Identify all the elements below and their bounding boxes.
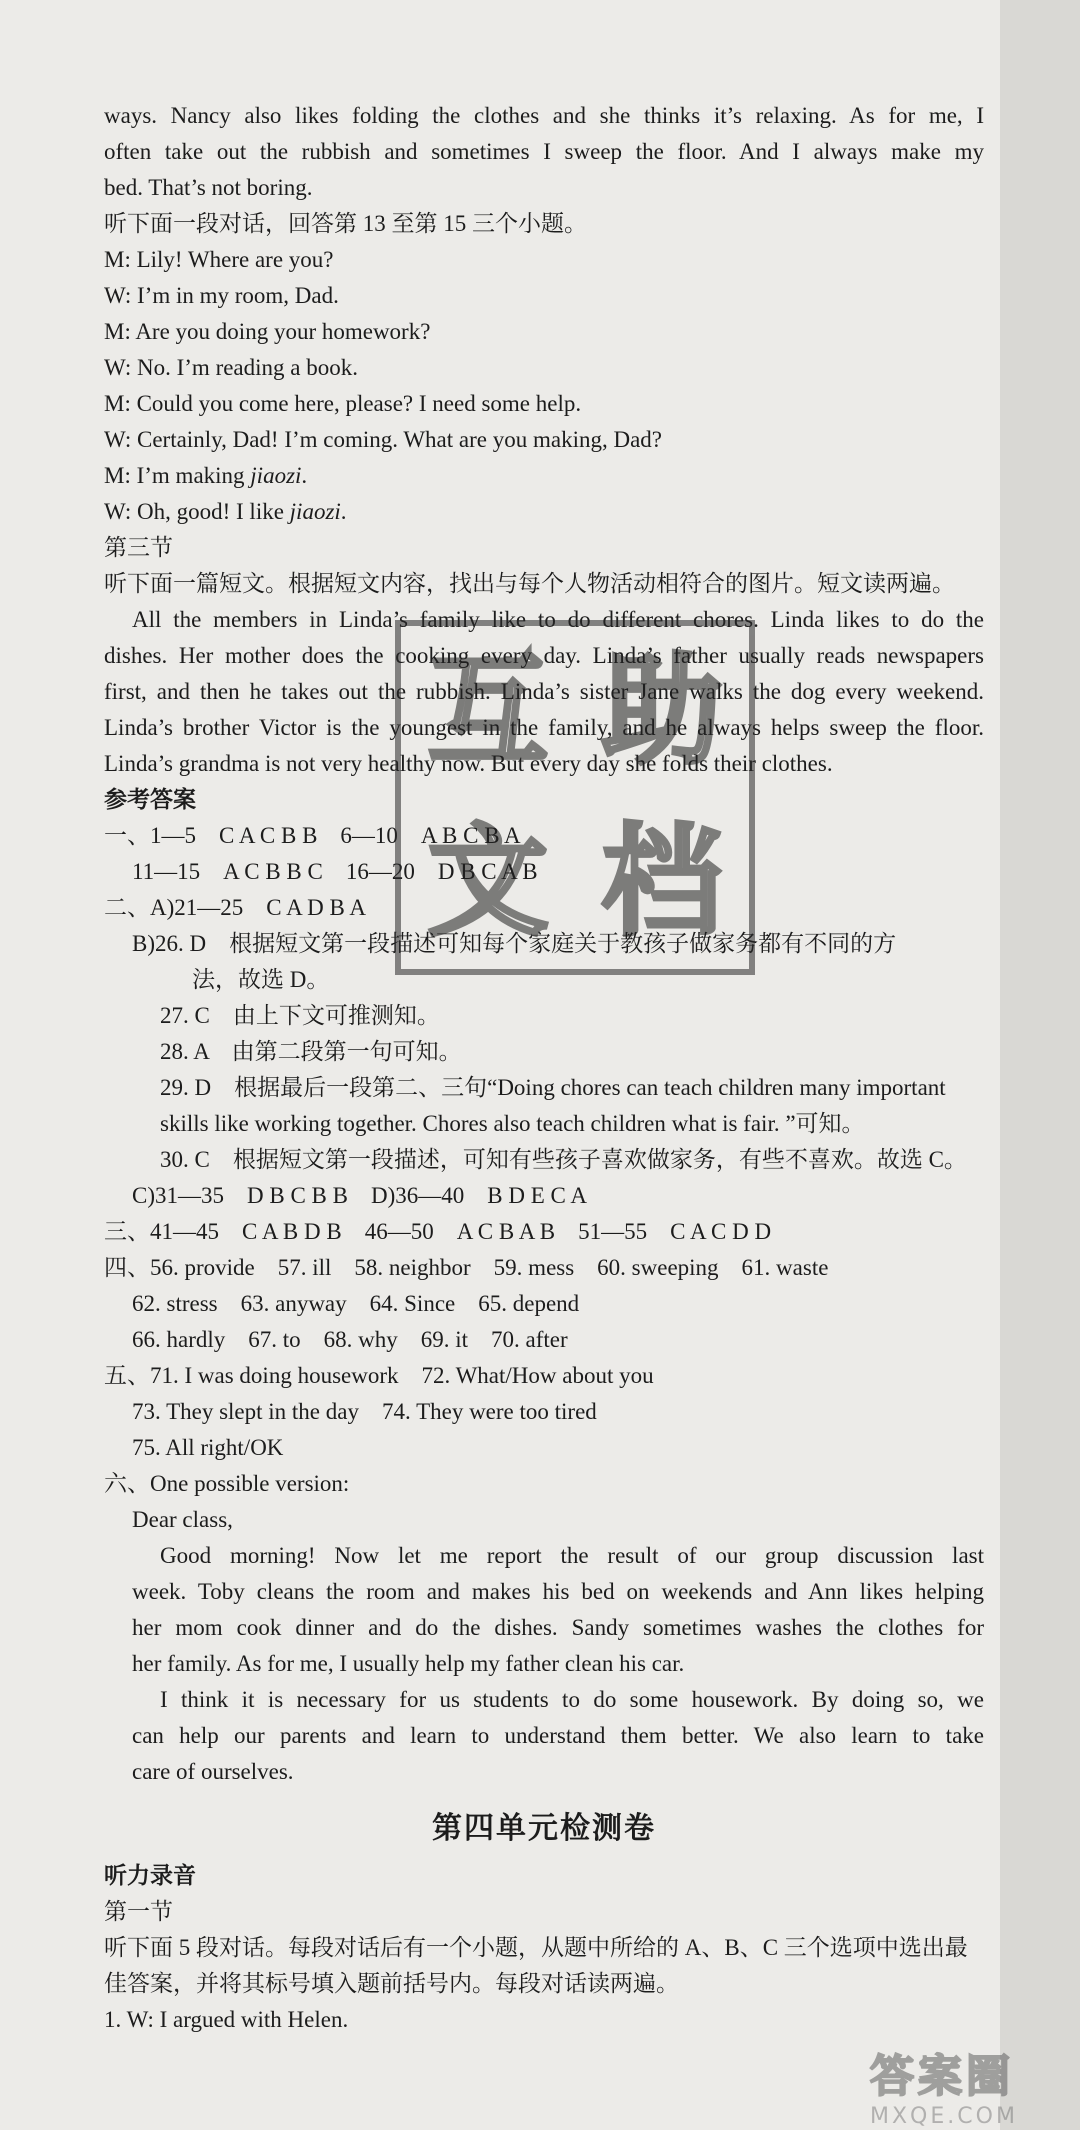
watermark-stamp (395, 620, 755, 975)
dialog-prefix: M: I’m making (104, 463, 251, 488)
section-label: 第三节 (104, 535, 173, 560)
dialog-line (104, 458, 984, 494)
section-label: 第一节 (104, 1899, 173, 1924)
answer-line: 29. D 根据最后一段第二、三句“Doing chores can teach children many important (160, 1075, 946, 1100)
italic-word: jiaozi (289, 499, 341, 524)
logo-text: 答案圈 (870, 2051, 1014, 2102)
section-instruction: 听下面 5 段对话。每段对话后有一个小题，从题中所给的 A、B、C 三个选项中选出最 (104, 1935, 968, 1960)
answers-heading: 参考答案 (104, 787, 196, 812)
answer-line: 11—15 A C B B C 16—20 D B C A B (132, 859, 538, 884)
answer-line: 五、71. I was doing housework 72. What/How about you (104, 1363, 654, 1388)
dialog-suffix: . (340, 499, 347, 524)
text-line: ways. Nancy also likes folding the clothes and she thinks it’s relaxing. As for me, I (104, 103, 984, 128)
page-margin (1000, 0, 1080, 2130)
logo-url: MXQE.COM (870, 2104, 1018, 2129)
corner-watermark-logo (870, 2040, 1070, 2129)
answer-line: 法，故选 D。 (192, 967, 330, 992)
dialog-line: W: Certainly, Dad! I’m coming. What are you making, Dad? (104, 427, 662, 452)
answer-line: 27. C 由上下文可推测知。 (160, 1003, 440, 1028)
dialog-line: M: Are you doing your homework? (104, 319, 431, 344)
answer-line: 62. stress 63. anyway 64. Since 65. depend (132, 1291, 580, 1316)
passage-line: first, and then he takes out the rubbish. Linda’s sister Jane walks the dog every weekend. (104, 679, 984, 704)
dialog-line: W: I’m in my room, Dad. (104, 283, 339, 308)
section-instruction: 听下面一篇短文。根据短文内容，找出与每个人物活动相符合的图片。短文读两遍。 (104, 571, 955, 596)
answer-line: skills like working together. Chores also teach children what is fair. ”可知。 (160, 1111, 865, 1136)
answer-line: 28. A 由第二段第一句可知。 (160, 1039, 462, 1064)
answer-line: 六、One possible version: (104, 1471, 350, 1496)
answer-line: 66. hardly 67. to 68. why 69. it 70. after (132, 1327, 568, 1352)
dialog-line: W: No. I’m reading a book. (104, 355, 358, 380)
passage-line: All the members in Linda’s family like to do different chores. Linda likes to do the (132, 607, 984, 632)
dialog-line: 1. W: I argued with Helen. (104, 2007, 349, 2032)
dialog-prefix: W: Oh, good! I like (104, 499, 290, 524)
stamp-char: 档 (602, 813, 722, 953)
answer-line: Dear class, (132, 1507, 233, 1532)
dialog-suffix: . (301, 463, 308, 488)
essay-line: care of ourselves. (132, 1759, 294, 1784)
answer-line: 一、1—5 C A C B B 6—10 A B C B A (104, 823, 521, 848)
italic-word: jiaozi (250, 463, 302, 488)
text-line: often take out the rubbish and sometimes I sweep the floor. And I always make my (104, 139, 984, 164)
dialog-line (104, 494, 984, 530)
dialog-line: M: Lily! Where are you? (104, 247, 334, 272)
unit-title: 第四单元检测卷 (432, 1811, 656, 1846)
answer-line: 30. C 根据短文第一段描述，可知有些孩子喜欢做家务，有些不喜欢。故选 C。 (160, 1147, 967, 1172)
answer-line: 二、A)21—25 C A D B A (104, 895, 366, 920)
document-body (104, 98, 984, 2038)
answer-line: B)26. D 根据短文第一段描述可知每个家庭关于教孩子做家务都有不同的方 (132, 931, 897, 956)
passage-line: dishes. Her mother does the cooking every day. Linda’s father usually reads newspapers (104, 643, 984, 668)
answer-line: 三、41—45 C A B D B 46—50 A C B A B 51—55 C A C D D (104, 1219, 772, 1244)
essay-line: Good morning! Now let me report the result of our group discussion last (160, 1543, 984, 1568)
essay-line: can help our parents and learn to understand them better. We also learn to take (132, 1723, 984, 1748)
text-line: bed. That’s not boring. (104, 175, 313, 200)
listening-heading: 听力录音 (104, 1863, 196, 1888)
passage-line: Linda’s brother Victor is the youngest in the family, and he always helps sweep the floor. (104, 715, 984, 740)
answer-line: C)31—35 D B C B B D)36—40 B D E C A (132, 1183, 587, 1208)
essay-line: her mom cook dinner and do the dishes. Sandy sometimes washes the clothes for (132, 1615, 984, 1640)
stamp-char: 文 (428, 813, 548, 953)
essay-line: week. Toby cleans the room and makes his bed on weekends and Ann likes helping (132, 1579, 984, 1604)
dialog-line: M: Could you come here, please? I need some help. (104, 391, 582, 416)
section-instruction: 佳答案，并将其标号填入题前括号内。每段对话读两遍。 (104, 1971, 679, 1996)
question-instruction: 听下面一段对话，回答第 13 至第 15 三个小题。 (104, 211, 587, 236)
essay-line: I think it is necessary for us students to do some housework. By doing so, we (160, 1687, 984, 1712)
stamp-char: 互 (428, 641, 548, 781)
essay-line: her family. As for me, I usually help my father clean his car. (132, 1651, 685, 1676)
answer-line: 73. They slept in the day 74. They were too tired (132, 1399, 597, 1424)
answer-line: 75. All right/OK (132, 1435, 284, 1460)
passage-line: Linda’s grandma is not very healthy now. But every day she folds their clothes. (104, 751, 833, 776)
stamp-char: 助 (602, 641, 722, 781)
answer-line: 四、56. provide 57. ill 58. neighbor 59. mess 60. sweeping 61. waste (104, 1255, 829, 1280)
